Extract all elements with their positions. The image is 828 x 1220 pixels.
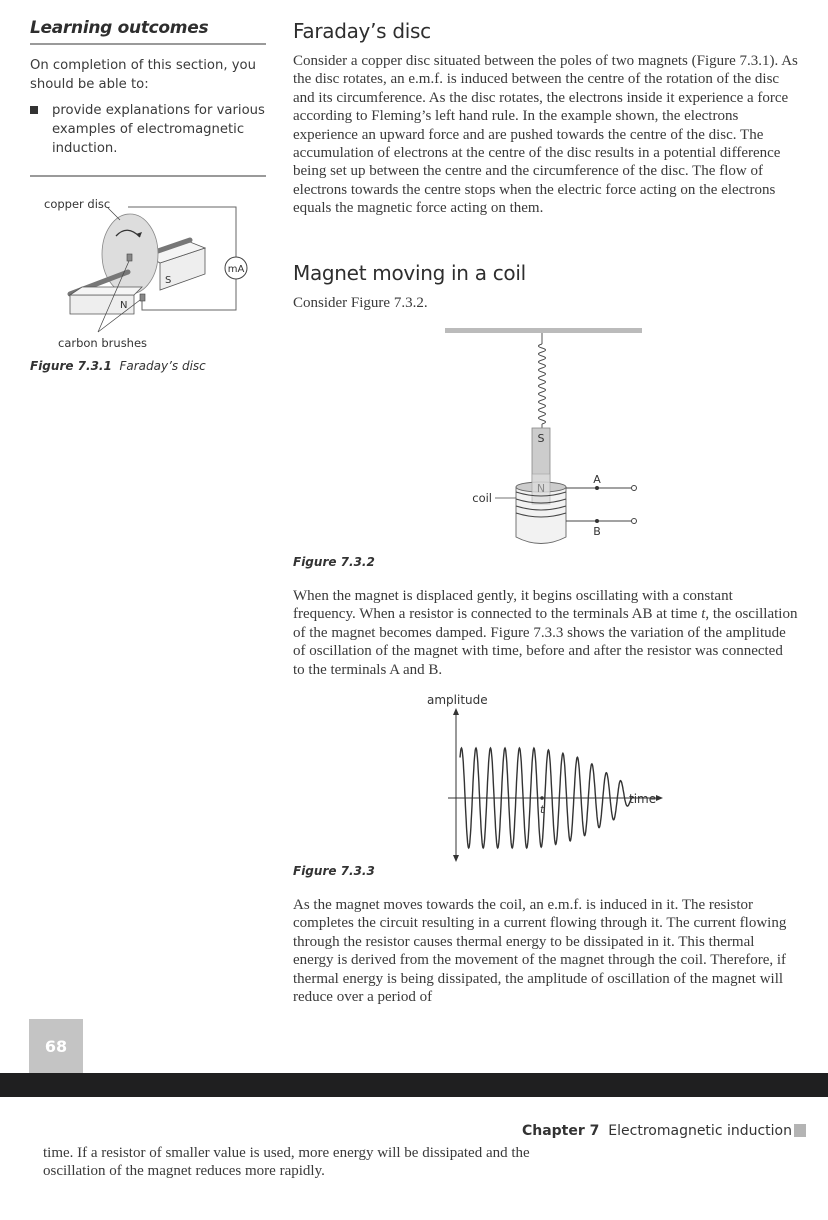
figure-caption: Figure 7.3.1 Faraday’s disc — [30, 359, 206, 373]
section-heading-faradays-disc: Faraday’s disc — [293, 19, 431, 43]
figure-caption: Figure 7.3.2 — [293, 555, 375, 569]
milliammeter-label: mA — [227, 264, 245, 275]
page-separator-band — [0, 1073, 828, 1097]
paragraph-faradays-disc: Consider a copper disc situated between the poles of two magnets (Figure 7.3.1). As the disc rotates, an e.m.f. is induced between the centre of the rotation of the disc and its circumference. As the disc rotates, the electrons inside it experience a force according to Fleming’s left hand rule. In the example shown, the electrons experience an upward force and are pushed towards the centre of the disc. The accumulation of electrons at the centre of the disc results in a potential difference being set up between the centre and the circumference of the disc. The flow of electrons towards the centre stops when the electric force acting on the electrons equals the magnetic force acting on them. — [293, 53, 798, 217]
paragraph-thermal-energy: As the magnet moves towards the coil, an e.m.f. is induced in it. The resistor completes the circuit resulting in a current flowing through it. The current flowing through the resistor causes thermal energy to be dissipated in it. This thermal energy is derived from the movement of the magnet through the coil. Therefore, if thermal energy is being dissipated, the amplitude of oscillation of the magnet will reduce over a period of — [293, 897, 787, 1006]
x-axis-label: time — [629, 792, 657, 806]
learning-outcomes-intro: On completion of this section, you should be able to: — [30, 58, 256, 92]
terminal-b-label: B — [593, 525, 601, 538]
learning-outcome-item: provide explanations for various examples of electromagnetic induction. — [30, 101, 266, 158]
section-heading-magnet-coil: Magnet moving in a coil — [293, 261, 526, 285]
figure-faradays-disc — [30, 190, 270, 350]
chapter-marker-square-icon — [794, 1124, 806, 1137]
paragraph-oscillation: When the magnet is displaced gently, it begins oscillating with a constant frequency. When a resistor is connected to the terminals AB at time t, the oscillation of the magnet becomes damped. Figure 7.3.3 shows the variation of the amplitude of oscillation of the magnet with time, before and after the resistor was connected to the terminals A and B. — [293, 588, 798, 678]
coil-label: coil — [472, 491, 492, 505]
svg-text:S: S — [537, 432, 545, 445]
svg-text:N: N — [536, 482, 546, 495]
time-t-marker: t — [540, 803, 545, 816]
figure-caption: Figure 7.3.3 — [293, 864, 375, 878]
divider — [30, 43, 266, 45]
chart-damped-oscillation — [420, 688, 680, 863]
page-number: 68 — [29, 1019, 83, 1073]
bullet-square-icon — [30, 106, 38, 114]
learning-outcomes-title: Learning outcomes — [30, 18, 209, 38]
svg-text:N: N — [120, 300, 128, 311]
copper-disc-label: copper disc — [44, 197, 111, 211]
terminal-a-label: A — [593, 473, 601, 486]
figure-magnet-in-coil — [440, 322, 660, 552]
divider — [30, 175, 266, 177]
paragraph-continuation: time. If a resistor of smaller value is used, more energy will be dissipated and the oscillation of the magnet reduces more rapidly. — [43, 1145, 530, 1180]
svg-text:S: S — [165, 275, 172, 286]
y-axis-label: amplitude — [427, 693, 488, 707]
carbon-brushes-label: carbon brushes — [58, 336, 148, 350]
paragraph-consider-figure: Consider Figure 7.3.2. — [293, 295, 428, 311]
chapter-running-header: Chapter 7 Electromagnetic induction — [521, 1123, 792, 1139]
